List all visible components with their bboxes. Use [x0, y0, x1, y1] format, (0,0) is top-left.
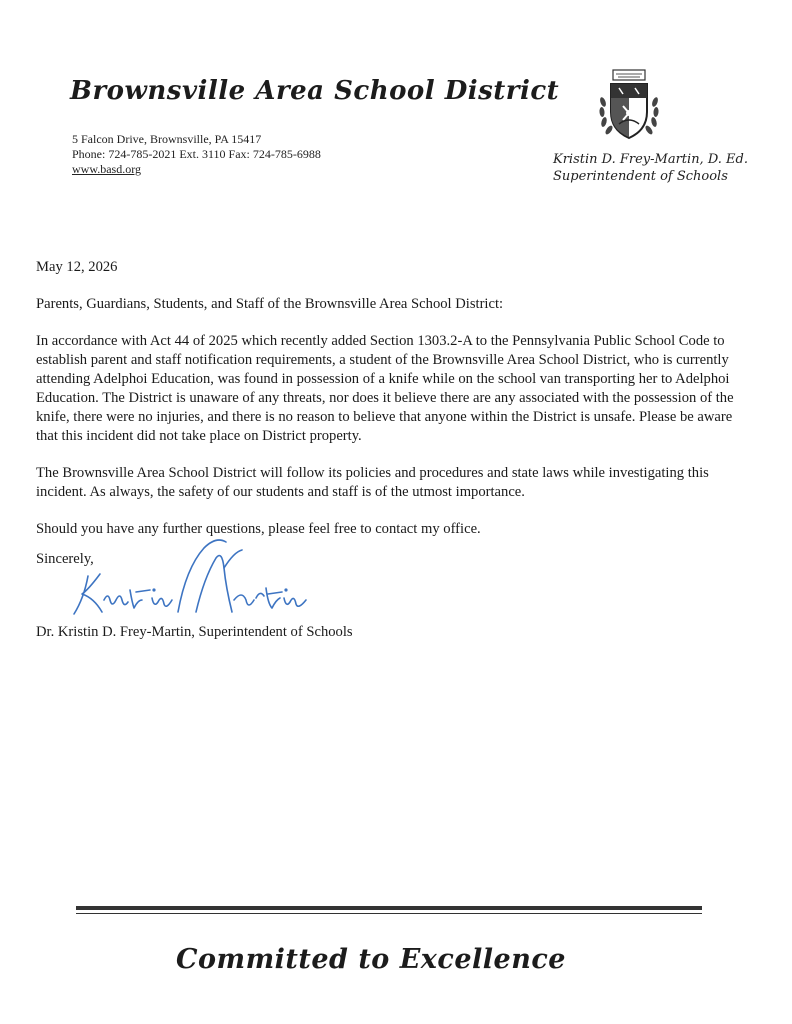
letter-paragraph: The Brownsville Area School District will follow its policies and procedures and state laws while investigating this incident. As always, the safety of our students and staff is of the utmost importance. — [36, 465, 709, 500]
footer-motto: Committed to Excellence — [176, 944, 566, 975]
district-name: Brownsville Area School District — [70, 76, 560, 106]
footer-divider — [76, 906, 702, 914]
phone-line: Phone: 724-785-2021 Ext. 3110 Fax: 724-785-6988 — [72, 147, 321, 161]
letter-closing: Sincerely, — [36, 551, 94, 567]
letter-paragraph: Should you have any further questions, please feel free to contact my office. — [36, 521, 481, 537]
divider-thick — [76, 906, 702, 910]
letter-body — [36, 258, 748, 557]
website-link[interactable]: www.basd.org — [72, 162, 141, 176]
address-line: 5 Falcon Drive, Brownsville, PA 15417 — [72, 132, 262, 146]
letter-paragraph: In accordance with Act 44 of 2025 which recently added Section 1303.2-A to the Pennsylvania Public School Code to establish parent and staff notification requirements, a student of the Brownsville Area School District, who is currently attending Adelphoi Education, was found in possession of a knife while on the school van transporting her to Adelphoi Education. The District is unaware of any threats, nor does it believe there are any associated with the possession of the knife, there were no injuries, and there is no reason to believe that anyone within the District is unsafe. Please be aware that this incident did not take place on District property. — [36, 333, 734, 444]
school-district-crest-icon — [597, 68, 661, 142]
superintendent-block — [553, 151, 748, 185]
letter-date: May 12, 2026 — [36, 259, 118, 275]
superintendent-name: Kristin D. Frey-Martin, D. Ed. — [553, 152, 748, 167]
letter-salutation: Parents, Guardians, Students, and Staff of the Brownsville Area School District: — [36, 296, 504, 312]
handwritten-signature — [66, 528, 326, 624]
address-block — [72, 132, 321, 177]
superintendent-title: Superintendent of Schools — [553, 169, 728, 184]
divider-thin — [76, 913, 702, 914]
signer-name: Dr. Kristin D. Frey-Martin, Superintendent of Schools — [36, 624, 353, 640]
